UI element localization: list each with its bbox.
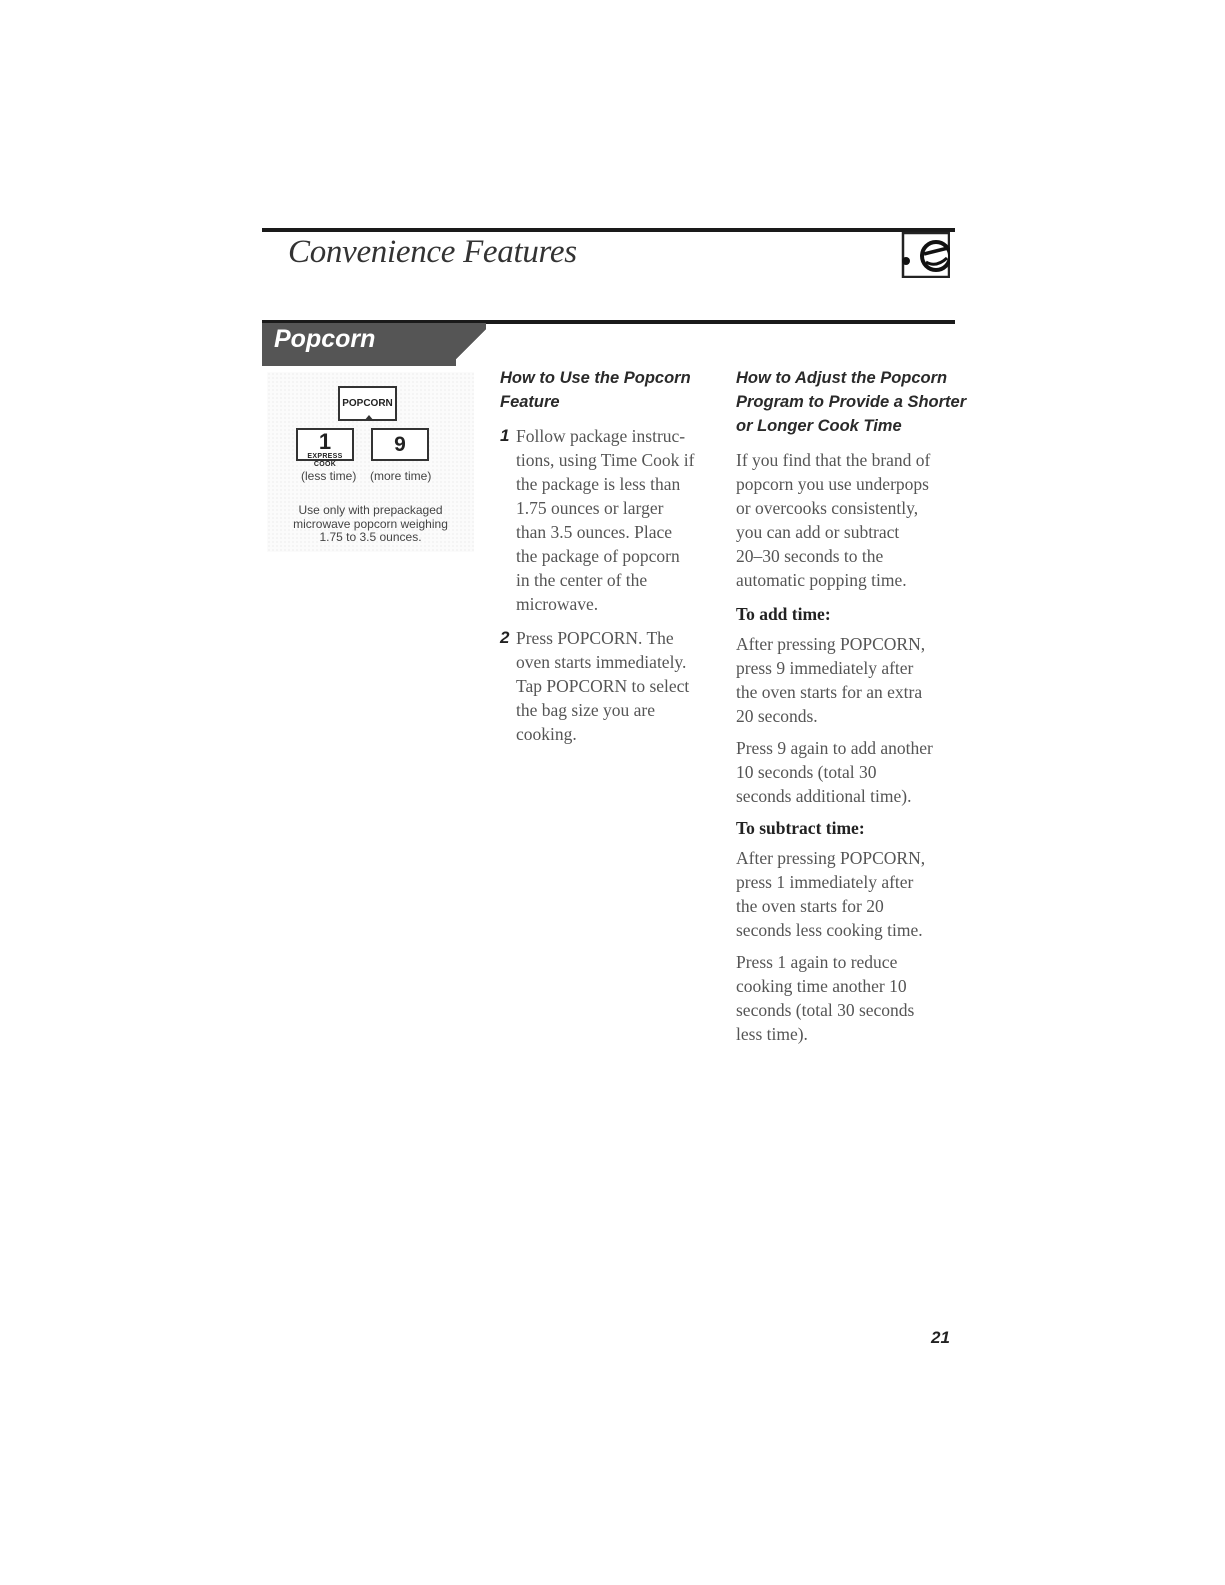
header-rule (262, 228, 955, 232)
paragraph-line: cooking time another 10 (736, 976, 907, 996)
note-line: microwave popcorn weighing (293, 516, 448, 531)
step-line: than 3.5 ounces. Place (516, 522, 672, 542)
paragraph-line: Press 9 again to add another (736, 738, 933, 758)
key-1-sublabel: EXPRESS COOK (307, 453, 343, 468)
subtract-time-paragraph-1 (736, 846, 961, 942)
paragraph-line: 20 seconds. (736, 706, 818, 726)
paragraph-line: the oven starts for an extra (736, 682, 923, 702)
less-time-label: (less time) (301, 469, 357, 483)
subtract-time-heading: To subtract time: (736, 818, 865, 838)
step-line: cooking. (516, 724, 577, 744)
popcorn-key: POPCORN (338, 386, 397, 421)
note-line: Use only with prepackaged (298, 503, 443, 517)
heading-line: or Longer Cook Time (736, 417, 902, 435)
how-to-use-heading (500, 366, 725, 414)
paragraph-line: press 9 immediately after (736, 658, 914, 678)
how-to-adjust-column (736, 366, 967, 1046)
intro-line: 20–30 seconds to the (736, 546, 884, 566)
paragraph-line: the oven starts for 20 (736, 896, 884, 916)
add-time-paragraph-1 (736, 632, 961, 728)
section-title: Popcorn (274, 325, 376, 353)
step-line: microwave. (516, 594, 599, 614)
intro-line: automatic popping time. (736, 570, 907, 590)
add-time-heading: To add time: (736, 604, 831, 624)
step-line: the bag size you are (516, 700, 655, 720)
step-line: Press POPCORN. The (516, 628, 674, 648)
heading-line: Feature (500, 393, 560, 411)
control-panel-illustration (267, 372, 474, 552)
step-line: oven starts immediately. (516, 652, 687, 672)
paragraph-line: Press 1 again to reduce (736, 952, 898, 972)
subtract-time-paragraph-2 (736, 950, 961, 1046)
step-number: 2 (500, 628, 510, 647)
key-9: 9 (371, 428, 429, 461)
intro-line: popcorn you use underpops (736, 474, 929, 494)
key-1-digit: 1 (318, 429, 332, 454)
ge-monogram-icon (900, 230, 950, 278)
heading-line: How to Use the Popcorn (500, 369, 691, 387)
page-number: 21 (931, 1328, 950, 1347)
step-line: 1.75 ounces or larger (516, 498, 664, 518)
page-title: Convenience Features (288, 234, 577, 270)
paragraph-line: After pressing POPCORN, (736, 848, 926, 868)
intro-line: or overcooks consistently, (736, 498, 919, 518)
step-1 (500, 424, 725, 616)
note-line: 1.75 to 3.5 ounces. (319, 530, 422, 544)
paragraph-line: less time). (736, 1024, 808, 1044)
more-time-label: (more time) (370, 469, 432, 483)
step-line: Tap POPCORN to select (516, 676, 690, 696)
paragraph-line: After pressing POPCORN, (736, 634, 926, 654)
how-to-use-column (500, 366, 725, 746)
heading-line: How to Adjust the Popcorn (736, 369, 948, 387)
intro-line: If you find that the brand of (736, 450, 931, 470)
adjust-intro (736, 448, 961, 592)
paragraph-line: seconds additional time). (736, 786, 912, 806)
intro-line: you can add or subtract (736, 522, 900, 542)
paragraph-line: seconds less cooking time. (736, 920, 923, 940)
weight-note (267, 504, 474, 545)
key-1 (296, 428, 354, 468)
heading-line: Program to Provide a Shorter (736, 393, 967, 411)
paragraph-line: seconds (total 30 seconds (736, 1000, 915, 1020)
step-line: tions, using Time Cook if (516, 450, 695, 470)
paragraph-line: press 1 immediately after (736, 872, 914, 892)
paragraph-line: 10 seconds (total 30 (736, 762, 877, 782)
step-2 (500, 626, 725, 746)
step-line: the package of popcorn (516, 546, 680, 566)
step-number: 1 (500, 426, 510, 445)
how-to-adjust-heading (736, 366, 967, 438)
add-time-paragraph-2 (736, 736, 961, 808)
step-line: in the center of the (516, 570, 648, 590)
step-line: the package is less than (516, 474, 681, 494)
step-line: Follow package instruc- (516, 426, 686, 446)
